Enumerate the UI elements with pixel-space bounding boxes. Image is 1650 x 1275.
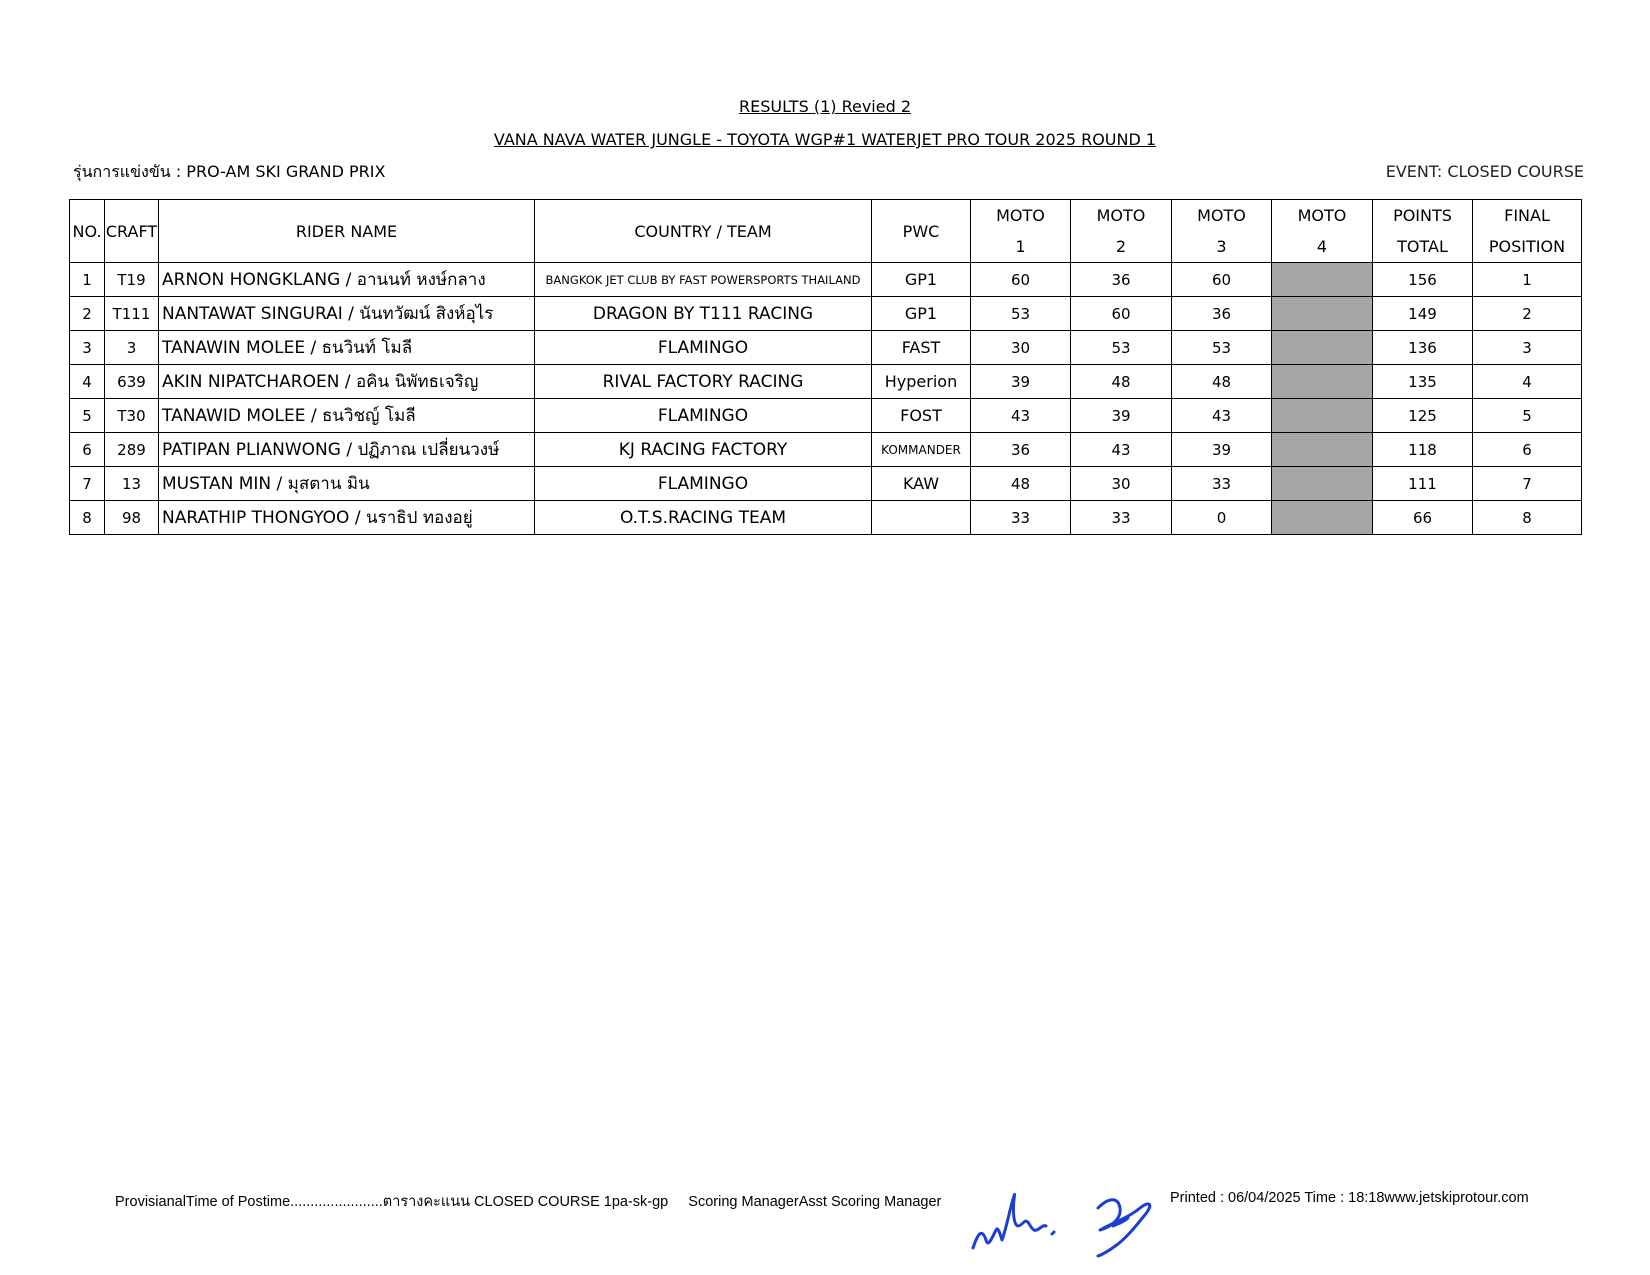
cell-craft: 98 — [105, 501, 159, 535]
cell-team: KJ RACING FACTORY — [535, 433, 872, 467]
cell-final: 7 — [1473, 467, 1582, 501]
cell-team: FLAMINGO — [535, 331, 872, 365]
cell-pwc: FAST — [872, 331, 971, 365]
table-row — [70, 467, 1582, 501]
cell-craft: 3 — [105, 331, 159, 365]
cell-team: DRAGON BY T111 RACING — [535, 297, 872, 331]
table-row — [70, 331, 1582, 365]
cell-moto4 — [1272, 331, 1373, 365]
cell-total: 149 — [1373, 297, 1473, 331]
cell-moto4 — [1272, 365, 1373, 399]
cell-total: 118 — [1373, 433, 1473, 467]
cell-final: 5 — [1473, 399, 1582, 433]
cell-pwc: KOMMANDER — [872, 433, 971, 467]
cell-craft: T111 — [105, 297, 159, 331]
table-row — [70, 365, 1582, 399]
table-row — [70, 263, 1582, 297]
cell-craft: T19 — [105, 263, 159, 297]
cell-no: 3 — [70, 331, 105, 365]
cell-no: 6 — [70, 433, 105, 467]
col-moto4: MOTO 4 — [1272, 200, 1373, 263]
cell-final: 6 — [1473, 433, 1582, 467]
table-row — [70, 433, 1582, 467]
cell-no: 5 — [70, 399, 105, 433]
cell-total: 125 — [1373, 399, 1473, 433]
cell-team: FLAMINGO — [535, 399, 872, 433]
cell-rider: NANTAWAT SINGURAI / นันทวัฒน์ สิงห์อุไร — [159, 297, 535, 331]
cell-moto4 — [1272, 399, 1373, 433]
cell-moto3: 39 — [1172, 433, 1272, 467]
table-row — [70, 501, 1582, 535]
cell-no: 1 — [70, 263, 105, 297]
cell-total: 111 — [1373, 467, 1473, 501]
col-final-position: FINAL POSITION — [1473, 200, 1582, 263]
cell-total: 156 — [1373, 263, 1473, 297]
class-label: รุ่นการแข่งขัน : PRO-AM SKI GRAND PRIX — [73, 162, 386, 181]
cell-moto3: 0 — [1172, 501, 1272, 535]
handwritten-signatures — [968, 1178, 1168, 1258]
cell-moto3: 36 — [1172, 297, 1272, 331]
footer-text — [115, 1190, 941, 1213]
cell-moto4 — [1272, 263, 1373, 297]
cell-moto4 — [1272, 501, 1373, 535]
cell-moto2: 39 — [1071, 399, 1172, 433]
cell-moto2: 30 — [1071, 467, 1172, 501]
cell-moto3: 60 — [1172, 263, 1272, 297]
col-moto3: MOTO 3 — [1172, 200, 1272, 263]
cell-craft: 289 — [105, 433, 159, 467]
cell-moto2: 43 — [1071, 433, 1172, 467]
cell-pwc: KAW — [872, 467, 971, 501]
header-row — [70, 200, 1582, 263]
cell-moto1: 48 — [971, 467, 1071, 501]
cell-moto1: 43 — [971, 399, 1071, 433]
col-no: NO. — [70, 200, 105, 263]
col-team: COUNTRY / TEAM — [535, 200, 872, 263]
results-table — [69, 199, 1582, 535]
cell-final: 4 — [1473, 365, 1582, 399]
cell-final: 1 — [1473, 263, 1582, 297]
cell-moto1: 39 — [971, 365, 1071, 399]
cell-moto3: 48 — [1172, 365, 1272, 399]
cell-no: 8 — [70, 501, 105, 535]
cell-no: 7 — [70, 467, 105, 501]
cell-craft: T30 — [105, 399, 159, 433]
cell-pwc — [872, 501, 971, 535]
cell-pwc: Hyperion — [872, 365, 971, 399]
col-points-total: POINTS TOTAL — [1373, 200, 1473, 263]
results-title: RESULTS (1) Revied 2 — [739, 97, 911, 116]
cell-no: 4 — [70, 365, 105, 399]
footer-schedule: ตารางคะแนน CLOSED COURSE 1pa-sk-gp — [382, 1194, 669, 1210]
cell-moto2: 33 — [1071, 501, 1172, 535]
cell-moto2: 53 — [1071, 331, 1172, 365]
cell-total: 66 — [1373, 501, 1473, 535]
cell-rider: ARNON HONGKLANG / อานนท์ หงษ์กลาง — [159, 263, 535, 297]
cell-pwc: GP1 — [872, 297, 971, 331]
cell-total: 135 — [1373, 365, 1473, 399]
col-rider: RIDER NAME — [159, 200, 535, 263]
cell-moto4 — [1272, 433, 1373, 467]
cell-moto1: 30 — [971, 331, 1071, 365]
cell-final: 3 — [1473, 331, 1582, 365]
col-moto1: MOTO 1 — [971, 200, 1071, 263]
cell-craft: 639 — [105, 365, 159, 399]
printed-info: Printed : 06/04/2025 Time : 18:18www.jetskiprotour.com — [1170, 1190, 1529, 1206]
cell-craft: 13 — [105, 467, 159, 501]
event-label: EVENT: CLOSED COURSE — [1385, 162, 1584, 181]
cell-team: BANGKOK JET CLUB BY FAST POWERSPORTS THAILAND — [535, 263, 872, 297]
cell-moto3: 53 — [1172, 331, 1272, 365]
cell-rider: PATIPAN PLIANWONG / ปฏิภาณ เปลี่ยนวงษ์ — [159, 433, 535, 467]
footer-provisional: ProvisianalTime of Postime....................... — [115, 1194, 383, 1210]
cell-moto3: 43 — [1172, 399, 1272, 433]
cell-moto2: 36 — [1071, 263, 1172, 297]
cell-rider: AKIN NIPATCHAROEN / อคิน นิพัทธเจริญ — [159, 365, 535, 399]
cell-moto1: 36 — [971, 433, 1071, 467]
cell-moto1: 33 — [971, 501, 1071, 535]
footer-managers: Scoring ManagerAsst Scoring Manager — [688, 1194, 942, 1210]
cell-rider: TANAWID MOLEE / ธนวิชญ์ โมลี — [159, 399, 535, 433]
table-row — [70, 297, 1582, 331]
cell-moto2: 48 — [1071, 365, 1172, 399]
cell-team: FLAMINGO — [535, 467, 872, 501]
cell-team: O.T.S.RACING TEAM — [535, 501, 872, 535]
cell-rider: MUSTAN MIN / มุสตาน มิน — [159, 467, 535, 501]
col-moto2: MOTO 2 — [1071, 200, 1172, 263]
table-row — [70, 399, 1582, 433]
cell-team: RIVAL FACTORY RACING — [535, 365, 872, 399]
cell-moto1: 60 — [971, 263, 1071, 297]
cell-pwc: FOST — [872, 399, 971, 433]
col-pwc: PWC — [872, 200, 971, 263]
cell-no: 2 — [70, 297, 105, 331]
cell-moto3: 33 — [1172, 467, 1272, 501]
cell-moto4 — [1272, 297, 1373, 331]
cell-moto4 — [1272, 467, 1373, 501]
event-subtitle: VANA NAVA WATER JUNGLE - TOYOTA WGP#1 WATERJET PRO TOUR 2025 ROUND 1 — [493, 130, 1157, 149]
cell-moto1: 53 — [971, 297, 1071, 331]
cell-rider: NARATHIP THONGYOO / นราธิป ทองอยู่ — [159, 501, 535, 535]
cell-total: 136 — [1373, 331, 1473, 365]
cell-moto2: 60 — [1071, 297, 1172, 331]
cell-pwc: GP1 — [872, 263, 971, 297]
cell-final: 2 — [1473, 297, 1582, 331]
cell-rider: TANAWIN MOLEE / ธนวินท์ โมลี — [159, 331, 535, 365]
cell-final: 8 — [1473, 501, 1582, 535]
col-craft: CRAFT — [105, 200, 159, 263]
